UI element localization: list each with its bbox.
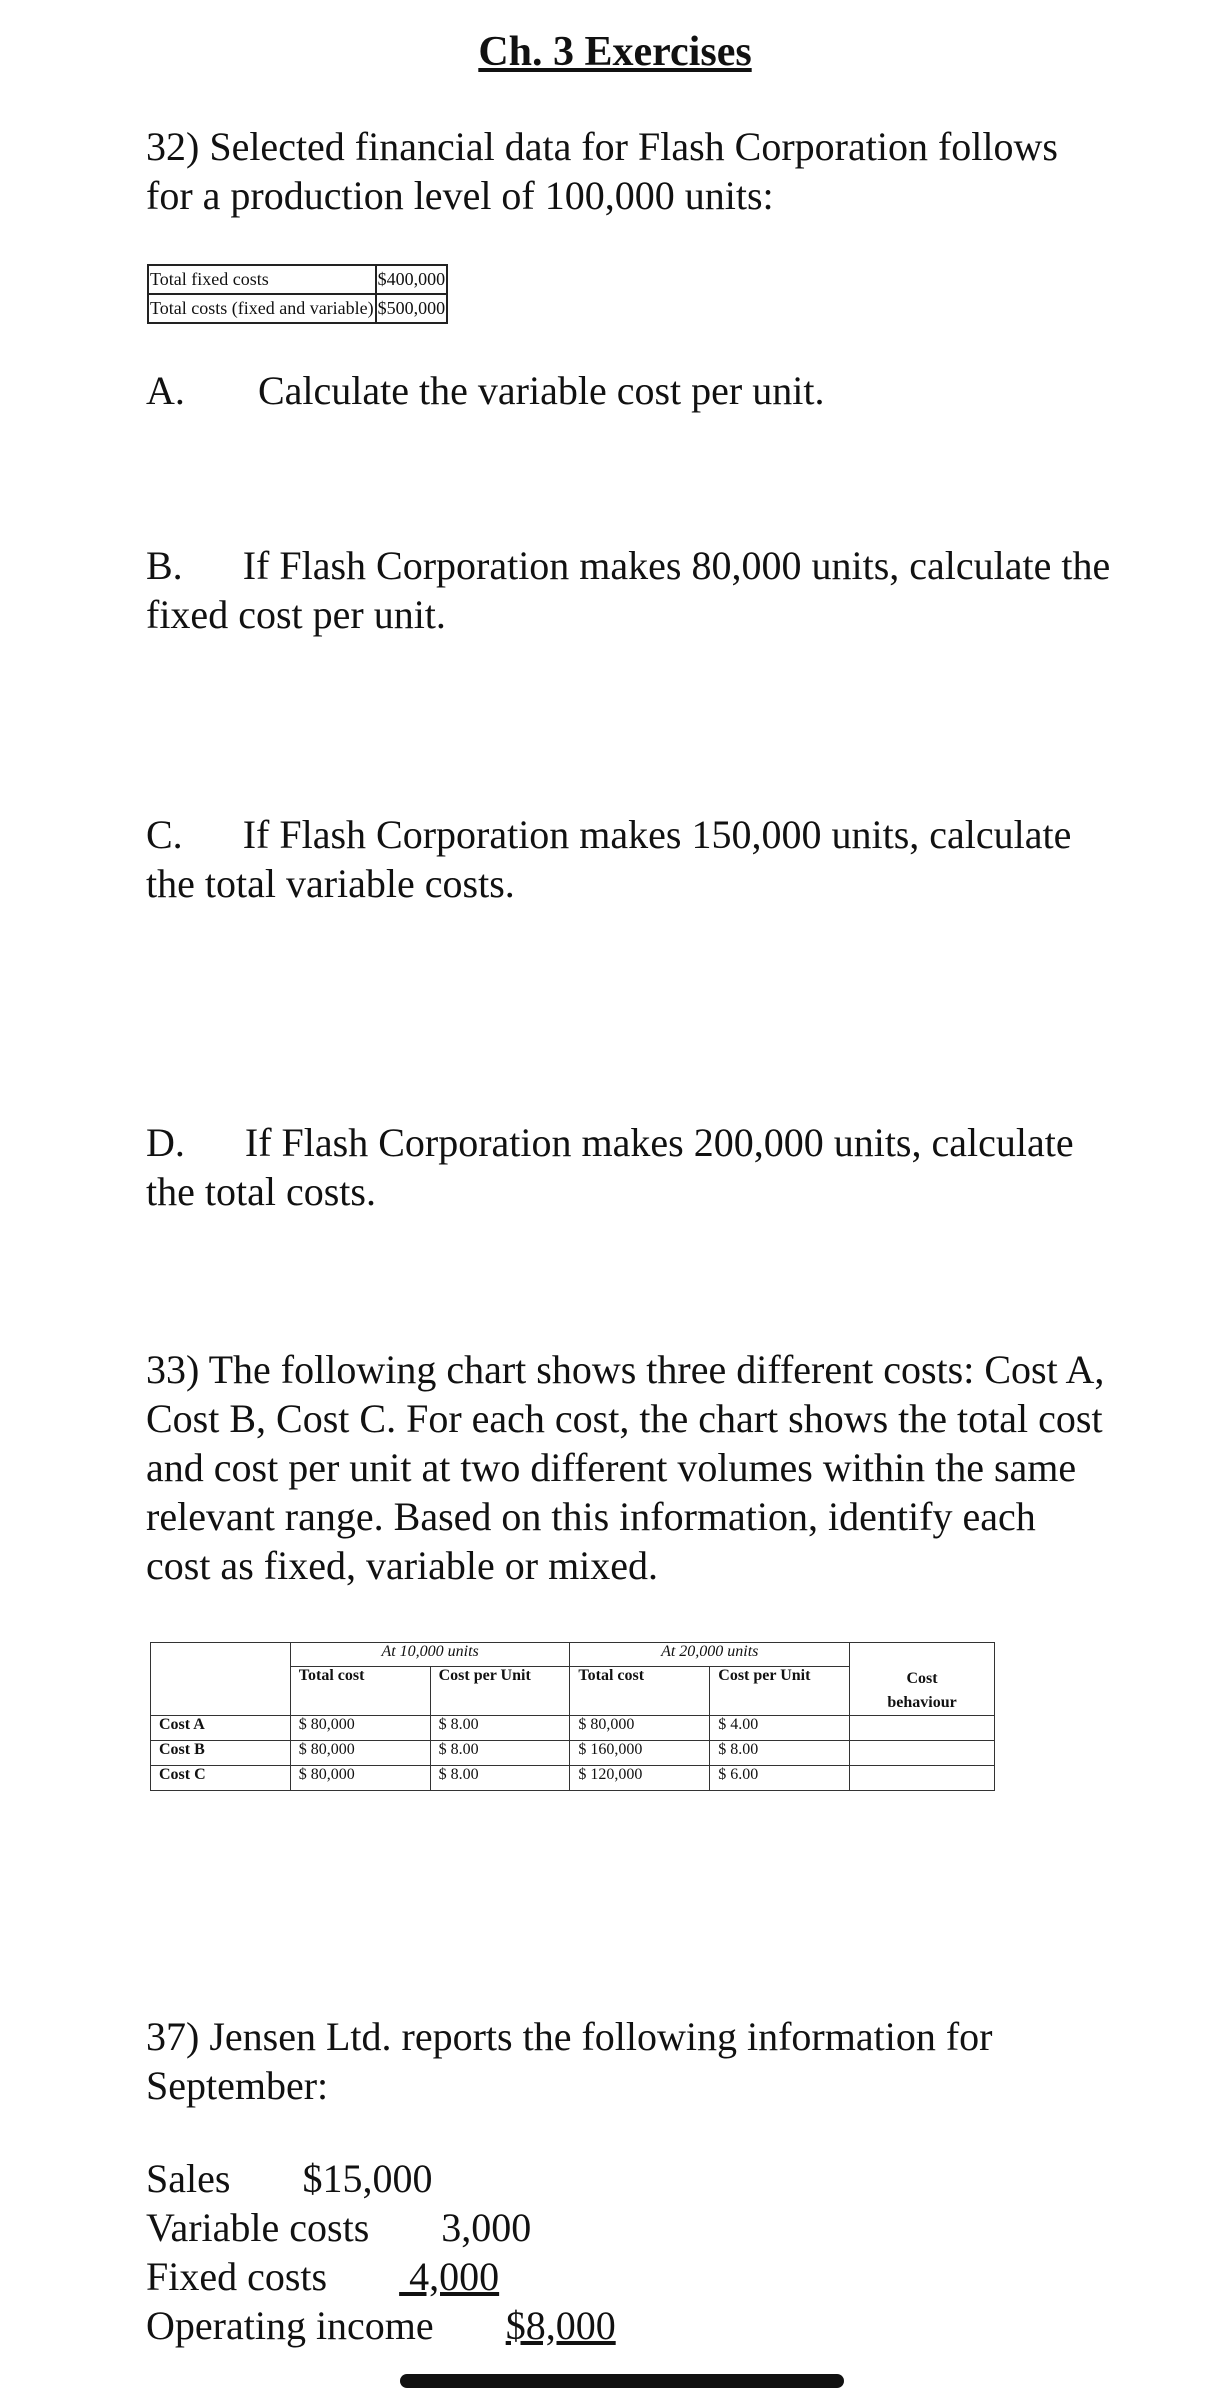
question-letter: A. (146, 368, 185, 413)
question-32c (146, 810, 1106, 908)
table-row (148, 294, 447, 323)
behaviour-cell (850, 1766, 995, 1791)
question-text: If Flash Corporation makes 200,000 units, calculate the total costs. (146, 1120, 1074, 1214)
question-37-intro: 37) Jensen Ltd. reports the following information for September: (146, 2014, 993, 2108)
col-total-cost: Total cost (290, 1667, 430, 1716)
col-cost-behaviour: Cost behaviour (850, 1667, 995, 1716)
table-cell-value: $500,000 (376, 294, 448, 323)
table-cell-value: $400,000 (376, 265, 448, 294)
question-letter: C. (146, 812, 183, 857)
question-32-intro: 32) Selected financial data for Flash Corporation follows for a production level of 100,000 units: (146, 124, 1058, 218)
behaviour-cell (850, 1741, 995, 1766)
cost-behaviour-table (150, 1642, 995, 1791)
table-cell-label: Total fixed costs (148, 265, 376, 294)
income-line-operating-income: Operating income $8,000 (146, 2303, 616, 2348)
group-header-10000: At 10,000 units (290, 1643, 570, 1667)
group-header-20000: At 20,000 units (570, 1643, 850, 1667)
table-row: Cost B $ 80,000 $ 8.00 $ 160,000 $ 8.00 (151, 1741, 995, 1766)
table-cell-label: Total costs (fixed and variable) (148, 294, 376, 323)
table-header-row (151, 1643, 995, 1667)
col-cost-per-unit: Cost per Unit (430, 1667, 570, 1716)
table-row (148, 265, 447, 294)
question-letter: B. (146, 543, 183, 588)
income-line-sales: Sales $15,000 (146, 2156, 433, 2201)
question-32a (146, 366, 824, 415)
question-text: If Flash Corporation makes 150,000 units, calculate the total variable costs. (146, 812, 1072, 906)
table-subheader-row (151, 1667, 995, 1716)
income-line-variable-costs: Variable costs 3,000 (146, 2205, 532, 2250)
col-cost-per-unit: Cost per Unit (710, 1667, 850, 1716)
financial-data-table (147, 264, 448, 324)
question-32b (146, 541, 1126, 639)
question-32d (146, 1118, 1106, 1216)
question-text: Calculate the variable cost per unit. (258, 368, 825, 413)
question-33-intro: 33) The following chart shows three different costs: Cost A, Cost B, Cost C. For each cost, the chart shows the total cost and cost per unit at two different volumes within the same relevant range. Based on this information, identify each cost as fixed, variable or mixed. (146, 1347, 1105, 1588)
page-title: Ch. 3 Exercises (478, 29, 752, 75)
question-text: If Flash Corporation makes 80,000 units, calculate the fixed cost per unit. (146, 543, 1111, 637)
table-row: Cost A $ 80,000 $ 8.00 $ 80,000 $ 4.00 (151, 1716, 995, 1741)
table-row: Cost C $ 80,000 $ 8.00 $ 120,000 $ 6.00 (151, 1766, 995, 1791)
home-indicator[interactable] (400, 2374, 844, 2388)
question-letter: D. (146, 1120, 185, 1165)
col-total-cost: Total cost (570, 1667, 710, 1716)
income-line-fixed-costs: Fixed costs 4,000 (146, 2254, 500, 2299)
behaviour-cell (850, 1716, 995, 1741)
